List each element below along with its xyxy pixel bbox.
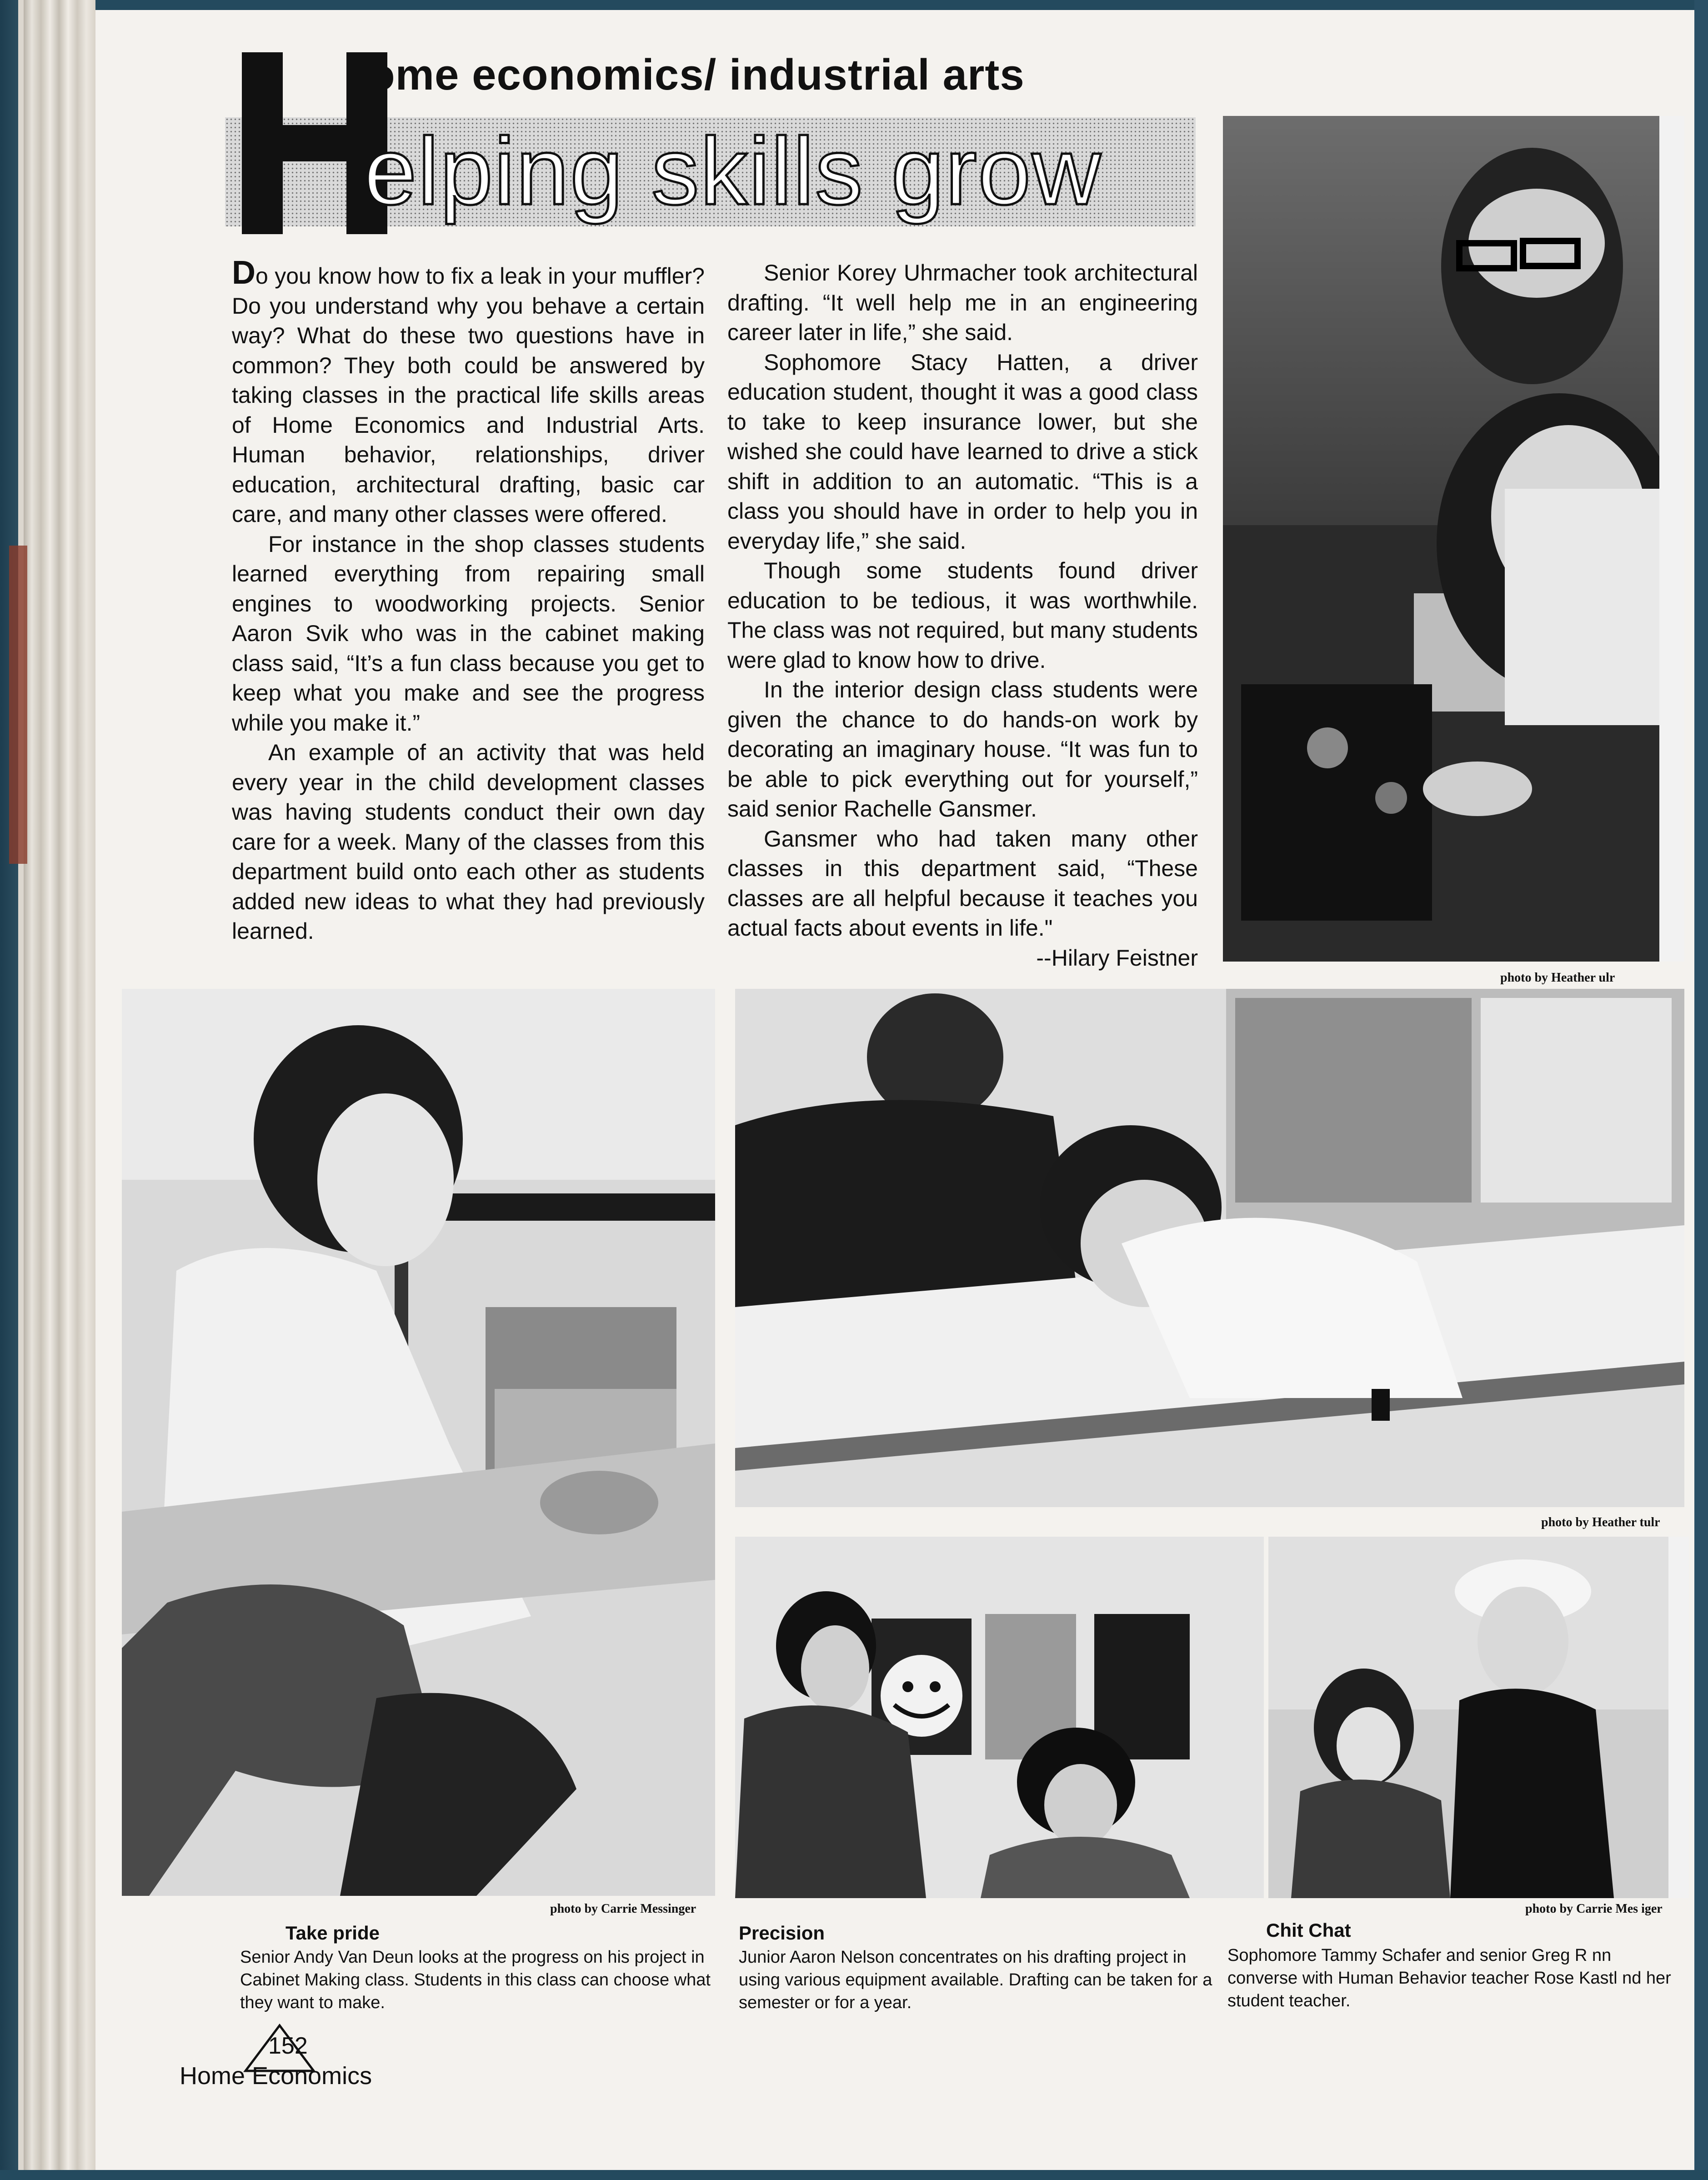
- paragraph-text: o you know how to fix a leak in your muffler? Do you understand why you behave a certain way? What do these two questions have in common? They both could be answered by taking classes in the practical life skills areas of Home Economics and Industrial Arts. Human behavior, relationships, driver education, architectural drafting, basic car care, and many other classes were offered.: [232, 263, 705, 527]
- caption-text: Sophomore Tammy Schafer and senior Greg R nn converse with Human Behavior teacher Rose Kastl nd her student teacher.: [1227, 1946, 1671, 2010]
- drop-cap: D: [232, 255, 255, 291]
- paragraph: For instance in the shop classes students learned everything from repairing small engines to woodworking projects. Senior Aaron Svik who was in the cabinet making class said, “It’s a fun class because you get to keep what you make and see the progress while you make it.”: [232, 531, 705, 736]
- caption-title: Precision: [739, 1922, 825, 1944]
- photo-drafting: [735, 989, 1684, 1507]
- paragraph: Gansmer who had taken many other classes in this department said, “These classes are all helpful because it teaches you actual facts about events in life.": [727, 826, 1198, 941]
- headline-kicker: ome economics/ industrial arts: [368, 50, 1025, 99]
- photo-precision: [735, 1537, 1264, 1898]
- caption-title: Take pride: [286, 1922, 380, 1944]
- paragraph: In the interior design class students were given the chance to do hands-on work by decorating an imaginary house. “It was fun to be able to pick everything out for yourself,” said senior Rachelle Gansmer.: [727, 677, 1198, 822]
- photo-credit: photo by Carrie Mes iger: [1525, 1902, 1663, 1916]
- page-number: 152: [268, 2033, 308, 2059]
- paragraph: An example of an activity that was held every year in the child development classes was having students conduct their own day care for a week. Many of the classes from this department build onto each other as students added new ideas to what they had previously learned.: [232, 740, 705, 944]
- paragraph: Though some students found driver education to be tedious, it was worthwhile. The class was not required, but many students were glad to know how to drive.: [727, 558, 1198, 673]
- photo-credit: photo by Heather tulr: [1541, 1515, 1660, 1529]
- caption-title: Chit Chat: [1266, 1919, 1351, 1941]
- frame-bottom: [0, 2170, 1708, 2180]
- binding-tab: [9, 546, 27, 864]
- photo-woodworking: [122, 989, 715, 1896]
- caption-text: Senior Andy Van Deun looks at the progress on his project in Cabinet Making class. Students in this class can choose what they want to make.: [240, 1948, 711, 2012]
- article-column-1: [232, 255, 705, 947]
- photo-credit: photo by Carrie Messinger: [550, 1902, 696, 1916]
- frame-top: [95, 0, 1708, 10]
- headline-title: elping skills grow: [364, 118, 1102, 225]
- photo-credit: photo by Heather ulr: [1500, 971, 1615, 985]
- frame-right: [1694, 0, 1708, 2180]
- section-label: Home Economics: [180, 2062, 372, 2090]
- photo-engine-repair: [1223, 116, 1684, 962]
- author-byline: --Hilary Feistner: [1036, 945, 1198, 971]
- paragraph: [232, 255, 705, 530]
- paragraph: Senior Korey Uhrmacher took architectural drafting. “It well help me in an engineering career later in life,” she said.: [727, 260, 1198, 345]
- article-column-2: [727, 258, 1198, 973]
- page-binding: [0, 0, 95, 2180]
- paragraph: Sophomore Stacy Hatten, a driver education student, thought it was a good class to take to keep insurance lower, but she wished she could have learned to drive a stick shift in addition to an automatic. “This is a class you should have in order to help you in everyday life,” she said.: [727, 349, 1198, 554]
- photo-chit-chat: [1268, 1537, 1689, 1898]
- caption-text: Junior Aaron Nelson concentrates on his drafting project in using various equipment available. Drafting can be taken for a semester or for a year.: [739, 1948, 1212, 2012]
